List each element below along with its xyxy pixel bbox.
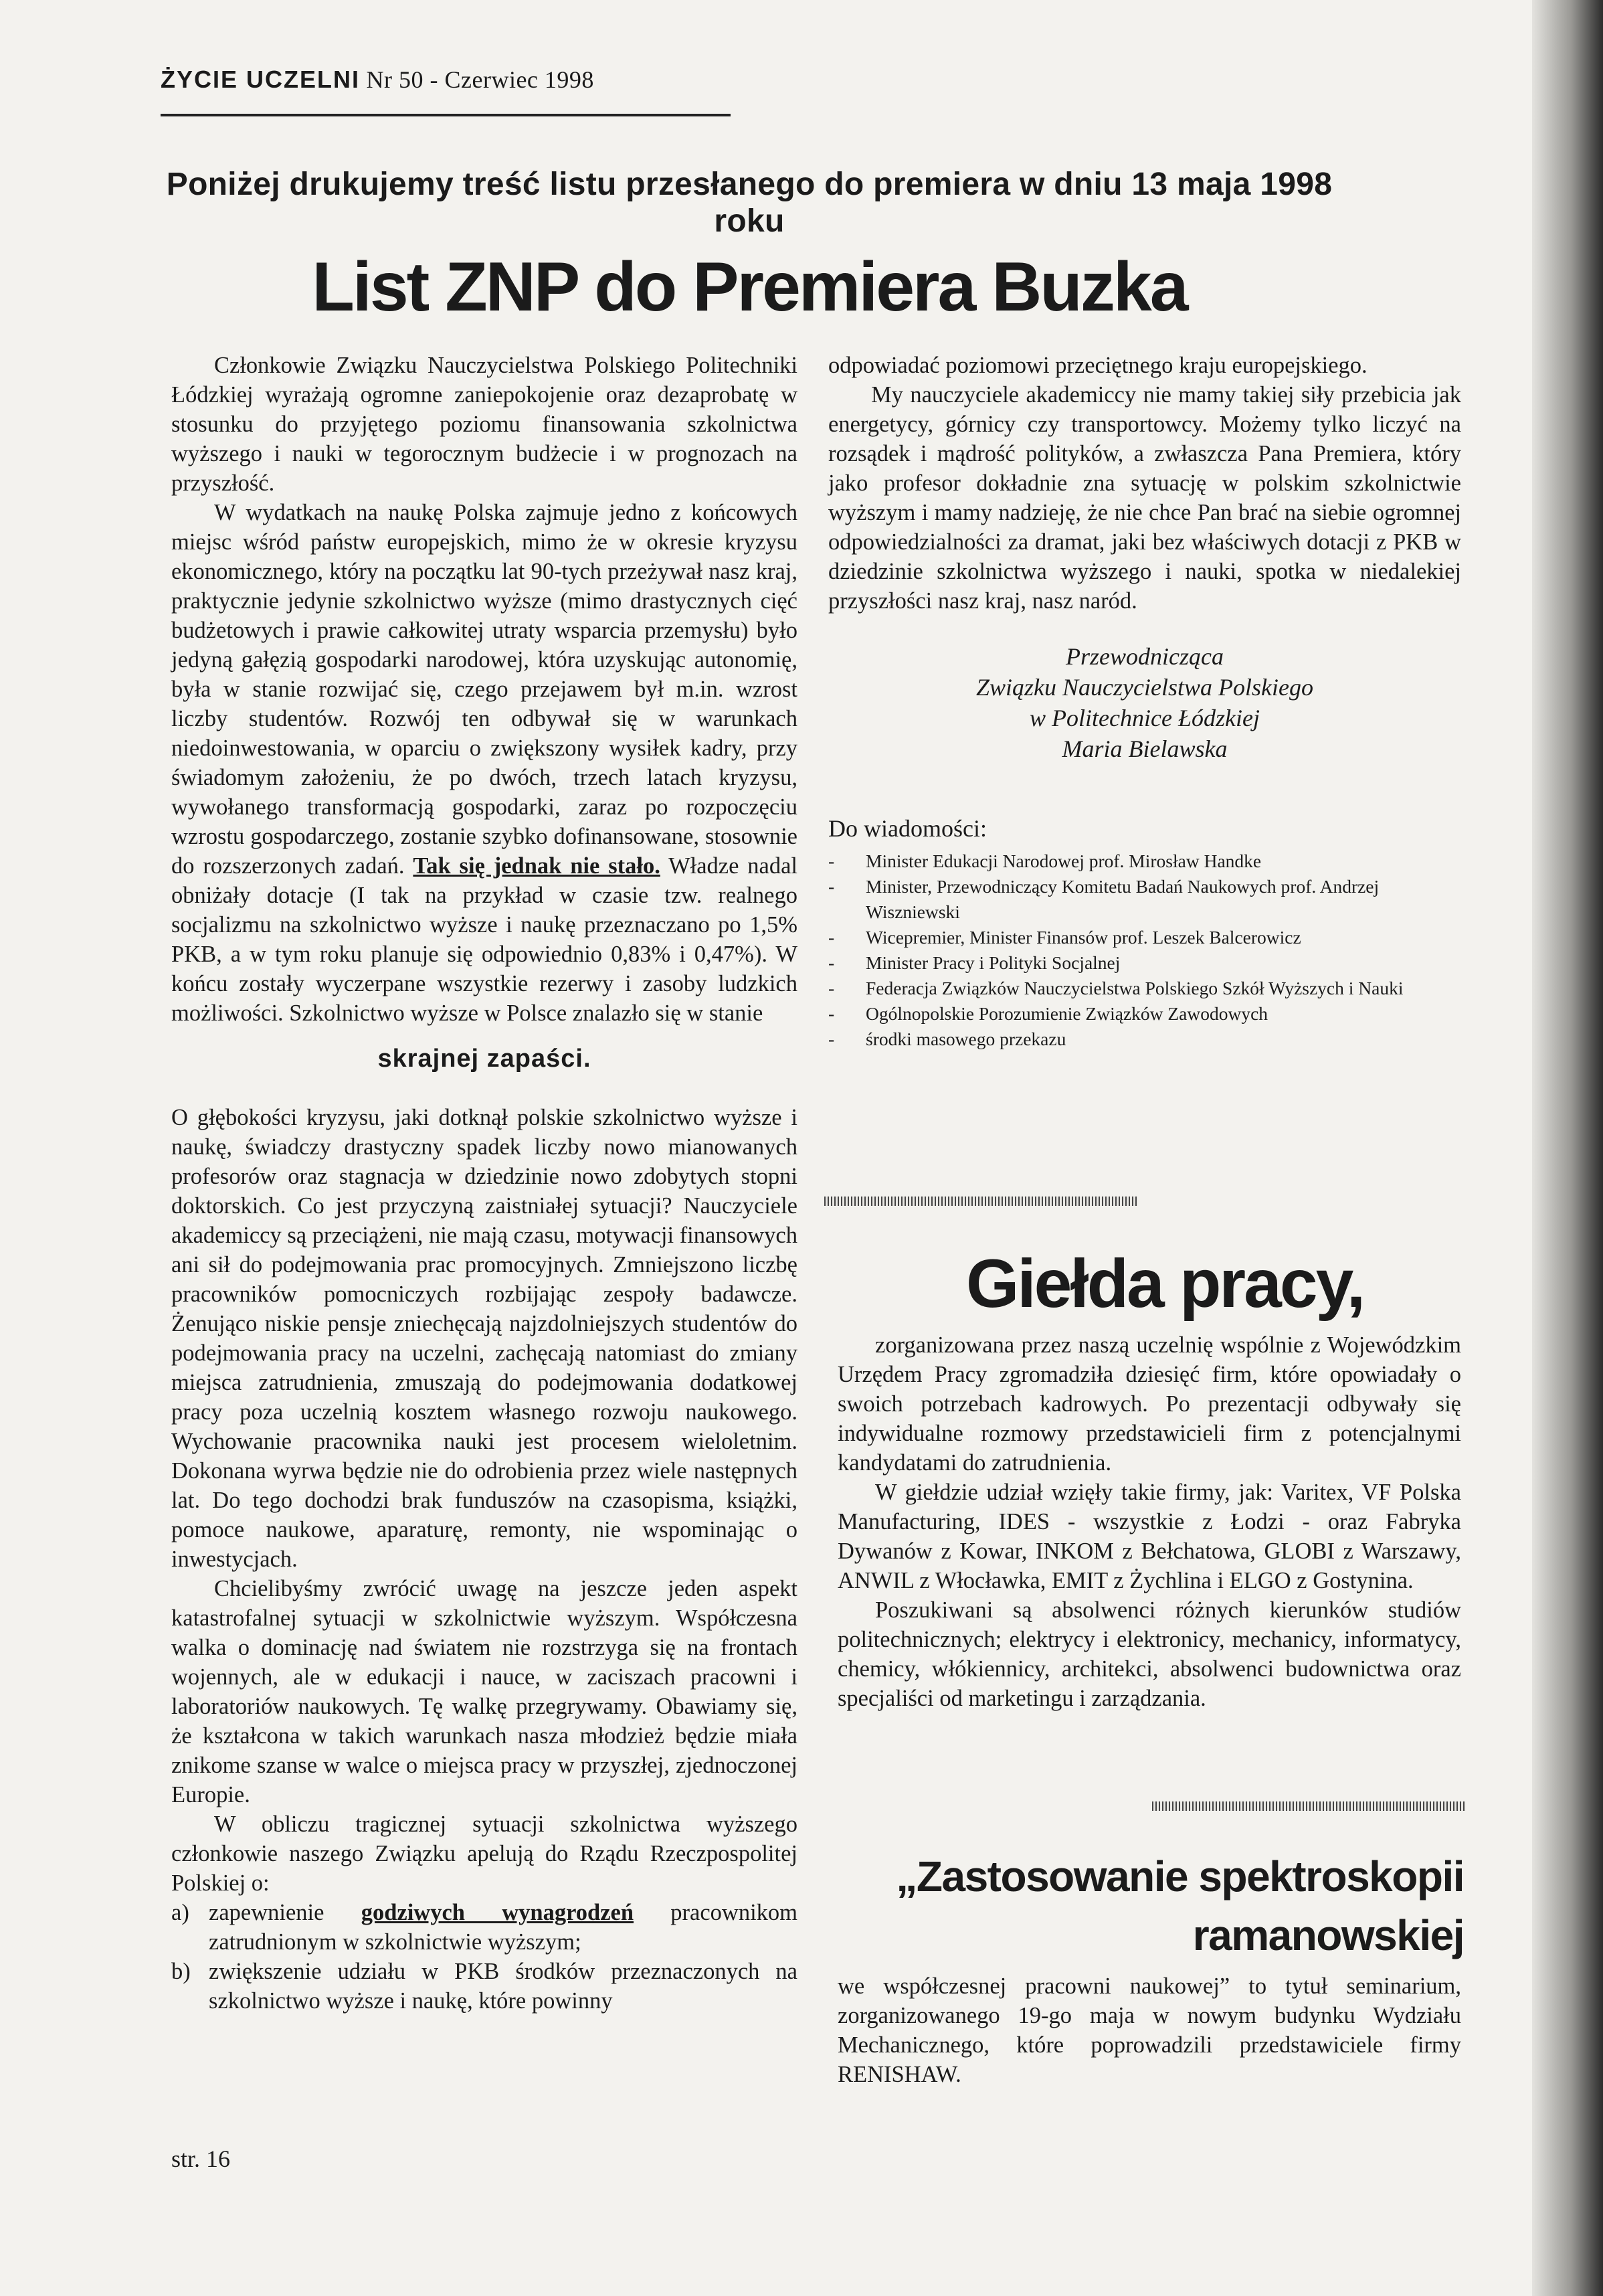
page-number: str. 16: [171, 2145, 231, 2172]
paragraph: odpowiadać poziomowi przeciętnego kraju europejskiego.: [828, 353, 1368, 378]
page-edge-shadow: [1532, 0, 1603, 2296]
list-marker: -: [828, 1003, 835, 1024]
cc-item: [828, 874, 1461, 925]
section-divider: [824, 1197, 1137, 1206]
paragraph: [171, 498, 797, 1028]
cc-item: [828, 950, 1461, 976]
list-item-text: zwiększenie udziału w PKB środków przeznaczonych na szkolnictwo wyższe i naukę, które powinny: [209, 1959, 797, 2014]
list-marker: a): [171, 1900, 189, 1925]
paragraph: W obliczu tragicznej sytuacji szkolnictwa wyższego członkowie naszego Związku apelują do Rządu Rzeczpospolitej Polskiej o:: [171, 1812, 797, 1896]
list-marker: -: [828, 1029, 835, 1049]
list-marker: -: [828, 851, 835, 871]
list-item-text: [209, 1898, 797, 1957]
cc-item-text: Minister Edukacji Narodowej prof. Mirosław Handke: [866, 851, 1262, 871]
paragraph: Chcielibyśmy zwrócić uwagę na jeszcze jeden aspekt katastrofalnej sytuacji w szkolnictwie wyższym. Współczesna walka o dominację nad światem nie rozstrzyga się na frontach wojennych, ale w edukacji i nauce, w zaciszach pracowni i laboratoriów naukowych. Tę walkę przegrywamy. Obawiamy się, że kształcona w takich warunkach nasza młodzież będzie miała znikome szanse w walce o miejsca pracy w przyszłej, zjednoczonej Europie.: [171, 1576, 797, 1807]
page-header: [161, 66, 594, 94]
list-item: [171, 1957, 797, 2016]
header-rule: [161, 114, 731, 116]
list-item-text-part: pracownikom zatrudnionym w szkolnictwie wyższym;: [209, 1900, 797, 1955]
cc-item: [828, 1027, 1461, 1052]
raman-title: [824, 1847, 1464, 1965]
paragraph: Poszukiwani są absolwenci różnych kierunków studiów politechnicznych; elektrycy i elektronicy, mechanicy, informatycy, chemicy, włókiennicy, architekci, absolwenci budownictwa oraz specjaliści od marketingu i zarządzania.: [838, 1597, 1461, 1711]
section-heading: skrajnej zapaści.: [377, 1045, 591, 1073]
emphasis-text: Tak się jednak nie stało.: [413, 853, 660, 879]
cc-item-text: Ogólnopolskie Porozumienie Związków Zawodowych: [866, 1003, 1268, 1024]
list-marker: -: [828, 876, 835, 897]
raman-article: we współczesnej pracowni naukowej” to tytuł seminarium, zorganizowanego 19-go maja w nowym budynku Wydziału Mechanicznego, które poprowadzili przedstawiciele firmy RENISHAW.: [838, 1973, 1461, 2087]
signature-block: [828, 641, 1461, 764]
cc-item-text: Federacja Związków Nauczycielstwa Polskiego Szkół Wyższych i Nauki: [866, 978, 1404, 998]
signature-line: Związku Nauczycielstwa Polskiego: [976, 674, 1313, 701]
list-marker: -: [828, 927, 835, 948]
cc-item-text: środki masowego przekazu: [866, 1029, 1066, 1049]
gielda-article: [838, 1330, 1461, 1713]
emphasis-text: godziwych wynagrodzeń: [361, 1900, 634, 1925]
raman-title-line: ramanowskiej: [1192, 1911, 1464, 1959]
raman-title-line: „Zastosowanie spektroskopii: [896, 1852, 1464, 1901]
paragraph: Członkowie Związku Nauczycielstwa Polskiego Politechniki Łódzkiej wyrażają ogromne zaniepokojenie oraz dezaprobatę w stosunku do przyjętego poziomu finansowania szkolnictwa wyższego i nauki w tegorocznym budżecie i w prognozach na przyszłość.: [171, 353, 797, 496]
paragraph: W giełdzie udział wzięły takie firmy, jak: Varitex, VF Polska Manufacturing, IDES - wszystkie z Łodzi - oraz Fabryka Dywanów z Kowar, INKOM z Bełchatowa, GLOBI z Warszawy, ANWIL z Włocławka, EMIT z Żychlina i ELGO z Gostynina.: [838, 1480, 1461, 1593]
paragraph-text: Władze nadal obniżały dotacje (I tak na przykład w czasie tzw. realnego socjalizmu na szkolnictwo wyższe i naukę przeznaczano po 1,5% PKB, a w tym roku planuje się odpowiednio 0,83% i 0,47%). W końcu zostały wyczerpane wszystkie rezerwy i zasoby ludzkich możliwości. Szkolnictwo wyższe w Polsce znalazło się w stanie: [171, 853, 797, 1026]
issue-info: Nr 50 - Czerwiec 1998: [366, 66, 594, 93]
signature-line: w Politechnice Łódzkiej: [1030, 705, 1260, 731]
section-divider: [1152, 1801, 1465, 1811]
list-item-text-part: zapewnienie: [209, 1900, 324, 1925]
intro-line: Poniżej drukujemy treść listu przesłanego do premiera w dniu 13 maja 1998 roku: [166, 167, 1333, 239]
cc-item-text: Minister, Przewodniczący Komitetu Badań Naukowych prof. Andrzej Wiszniewski: [866, 876, 1380, 922]
signature-name: Maria Bielawska: [1062, 735, 1228, 762]
list-item: [171, 1898, 797, 1957]
right-column: [828, 351, 1461, 1052]
gielda-title: Giełda pracy,: [966, 1245, 1364, 1322]
cc-item: [828, 925, 1461, 950]
paragraph: O głębokości kryzysu, jaki dotknął polskie szkolnictwo wyższe i naukę, świadczy drastyczny spadek liczby nowo mianowanych profesorów oraz stagnacja w dziedzinie nowo zdobytych stopni doktorskich. Co jest przyczyną zaistniałej sytuacji? Nauczyciele akademiccy są przeciążeni, nie mają czasu, motywacji finansowych ani sił do podejmowania prac promocyjnych. Zmniejszono liczbę pracowników pomocniczych rozbijając zespoły badawcze. Żenująco niskie pensje zniechęcają najzdolniejszych studentów do podejmowania pracy na uczelni, zachęcają natomiast do zmiany miejsca zatrudnienia, zmuszają do podejmowania dodatkowej pracy poza uczelnią kosztem własnego rozwoju naukowego. Wychowanie pracownika nauki jest procesem wieloletnim. Dokonana wyrwa będzie nie do odrobienia przez wiele następnych lat. Do tego dochodzi brak funduszów na czasopisma, książki, pomoce naukowe, aparaturę, remonty, nie wspominając o inwestycjach.: [171, 1105, 797, 1572]
masthead: ŻYCIE UCZELNI: [161, 66, 361, 93]
cc-item: [828, 1001, 1461, 1027]
article-title: List ZNP do Premiera Buzka: [312, 248, 1187, 326]
cc-item: [828, 976, 1461, 1001]
list-marker: -: [828, 978, 835, 998]
left-column: [171, 351, 797, 2016]
paragraph: My nauczyciele akademiccy nie mamy takiej siły przebicia jak energetycy, górnicy czy transportowcy. Możemy tylko liczyć na rozsądek i mądrość polityków, a zwłaszcza Pana Premiera, który jako profesor dokładnie zna sytuację w polskim szkolnictwie wyższym i mamy nadzieję, że nie chce Pan brać na siebie ogromnej odpowiedzialności za dramat, jaki bez właściwych dotacji z PKB w dziedzinie szkolnictwa wyższego i nauki, spotka w niedalekiej przyszłości nasz kraj, nasz naród.: [828, 382, 1461, 614]
cc-item-text: Minister Pracy i Polityki Socjalnej: [866, 952, 1121, 973]
paragraph-text: W wydatkach na naukę Polska zajmuje jedno z końcowych miejsc wśród państw europejskich, mimo że w okresie kryzysu ekonomicznego, który na początku lat 90-tych przeżywał nasz kraj, praktycznie jedynie szkolnictwo wyższe (mimo drastycznych cięć budżetowych i prawie całkowitej utraty wsparcia przemysłu) było jedyną gałęzią gospodarki narodowej, która uzyskując autonomię, była w stanie rozwijać się, czego przejawem był m.in. wzrost liczby studentów. Rozwój ten odbywał się w warunkach niedoinwestowania, w oparciu o zwiększony wysiłek kadry, przy świadomym założeniu, że po dwóch, trzech latach kryzysu, wywołanego transformacją gospodarki, zaraz po rozpoczęciu wzrostu gospodarczego, zostanie szybko dofinansowane, stosownie do rozszerzonych zadań.: [171, 500, 797, 879]
list-marker: b): [171, 1959, 191, 1984]
cc-list: [828, 849, 1461, 1052]
cc-item: [828, 849, 1461, 874]
paragraph: zorganizowana przez naszą uczelnię wspólnie z Wojewódzkim Urzędem Pracy zgromadziła dziesięć firm, które opowiadały o swoich potrzebach kadrowych. Po prezentacji odbywały się indywidualne rozmowy przedstawicieli firm z potencjalnymi kandydatami do zatrudnienia.: [838, 1332, 1461, 1476]
list-marker: -: [828, 952, 835, 973]
cc-item-text: Wicepremier, Minister Finansów prof. Leszek Balcerowicz: [866, 927, 1301, 948]
cc-label: Do wiadomości:: [828, 815, 987, 842]
signature-line: Przewodnicząca: [1066, 643, 1224, 670]
demands-list: [171, 1898, 797, 2016]
